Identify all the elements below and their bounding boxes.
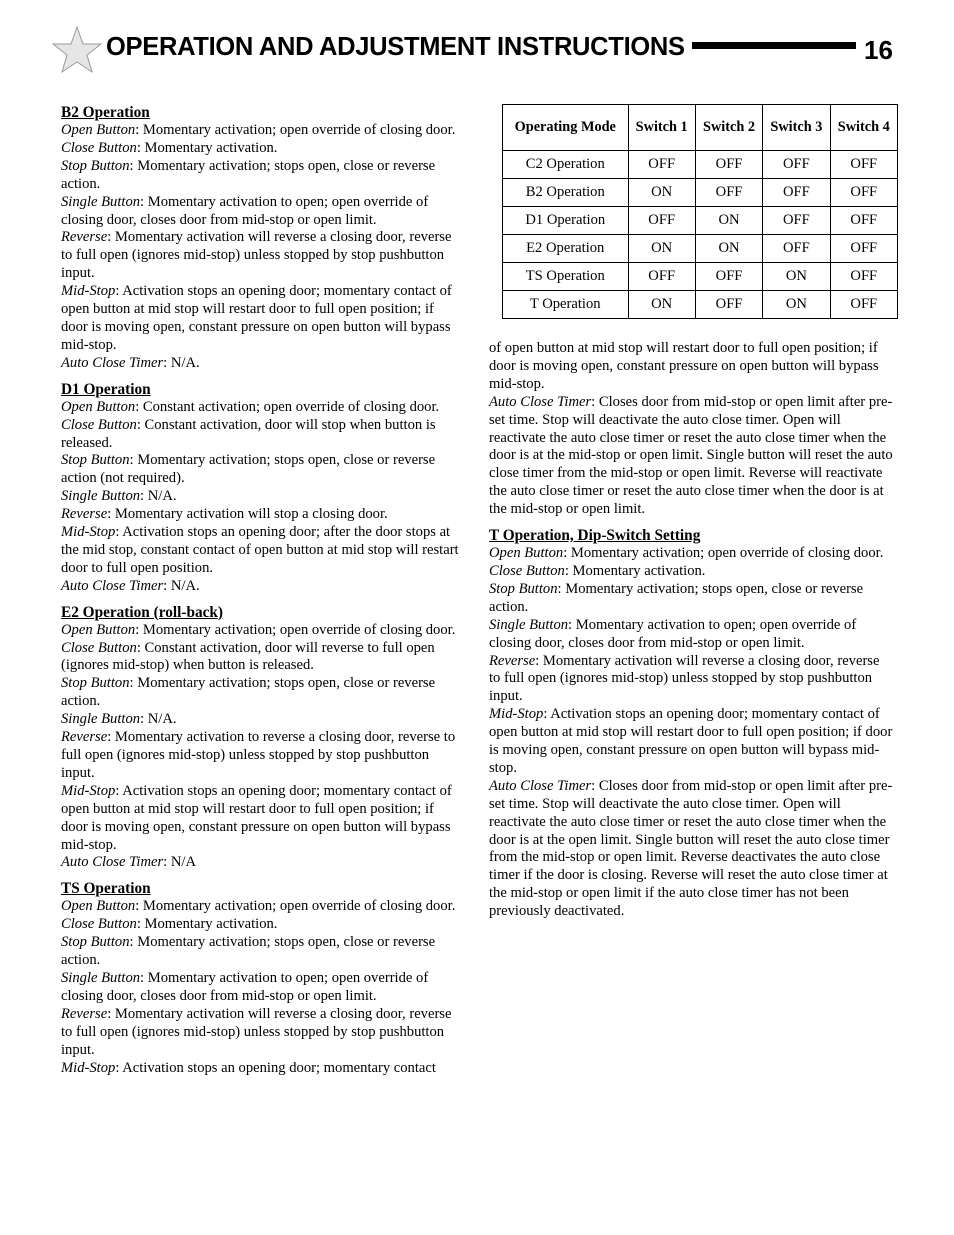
instruction-label: Auto Close Timer	[489, 777, 592, 794]
dip-switch-table	[502, 104, 898, 319]
instruction-paragraph	[61, 1060, 464, 1078]
column-header: Switch 2	[695, 105, 762, 151]
instruction-paragraph	[489, 778, 894, 921]
instruction-label: Mid-Stop	[61, 1059, 116, 1076]
instruction-text: : Momentary activation.	[136, 916, 278, 933]
instruction-label: Reverse	[61, 1005, 108, 1022]
instruction-text: : Activation stops an opening door; momentary contact of open button at mid stop will restart door to full open position; if door is moving open, constant pressure on open button will bypass mid-stop.	[61, 782, 452, 853]
instruction-text: : Momentary activation will reverse a closing door, reverse to full open (ignores mid-stop) unless stopped by stop pushbutton input.	[489, 652, 880, 705]
instruction-label: Close Button	[489, 562, 565, 579]
left-column	[61, 104, 464, 1085]
instruction-label: Single Button	[61, 711, 141, 728]
instruction-label: Reverse	[61, 506, 108, 523]
switch-cell: ON	[695, 207, 762, 235]
instruction-paragraph	[61, 283, 464, 355]
switch-cell: OFF	[830, 263, 897, 291]
section-b2	[61, 104, 464, 373]
instruction-paragraph	[61, 916, 464, 934]
instruction-label: Single Button	[61, 488, 141, 505]
instruction-text: : Momentary activation.	[564, 562, 706, 579]
switch-cell: OFF	[695, 151, 762, 179]
table-row	[503, 291, 898, 319]
instruction-text: : Momentary activation to open; open override of closing door, closes door from mid-stop or open limit.	[61, 193, 429, 228]
switch-cell: ON	[763, 291, 830, 319]
mode-cell: C2 Operation	[503, 151, 629, 179]
instruction-text: : Momentary activation.	[136, 139, 278, 156]
instruction-paragraph	[61, 488, 464, 506]
instruction-text: : Momentary activation; stops open, close or reverse action.	[61, 934, 436, 969]
instruction-label: Mid-Stop	[489, 706, 544, 723]
table-row	[503, 235, 898, 263]
page-number: 16	[864, 35, 893, 65]
switch-cell: ON	[628, 179, 695, 207]
instruction-text: : Momentary activation; stops open, close or reverse action.	[61, 675, 436, 710]
section-heading: TS Operation	[61, 880, 151, 898]
instruction-paragraph	[489, 653, 894, 707]
instruction-text: : N/A.	[163, 354, 200, 371]
table-row	[503, 263, 898, 291]
instruction-text: : Activation stops an opening door; momentary contact	[115, 1059, 436, 1076]
page-header	[52, 26, 902, 78]
mode-cell: D1 Operation	[503, 207, 629, 235]
header-rule	[692, 42, 856, 49]
instruction-text: : Momentary activation; open override of closing door.	[135, 621, 456, 638]
column-header: Switch 1	[628, 105, 695, 151]
switch-cell: OFF	[830, 235, 897, 263]
instruction-paragraph	[61, 399, 464, 417]
instruction-text: : Momentary activation; open override of closing door.	[563, 545, 884, 562]
instruction-paragraph	[61, 854, 464, 872]
instruction-label: Open Button	[489, 545, 564, 562]
instruction-label: Stop Button	[61, 452, 130, 469]
instruction-paragraph	[489, 581, 894, 617]
instruction-label: Stop Button	[489, 580, 558, 597]
section-heading: D1 Operation	[61, 380, 151, 398]
table-row	[503, 207, 898, 235]
instruction-paragraph	[61, 783, 464, 855]
instruction-text: : Momentary activation to reverse a closing door, reverse to full open (ignores mid-stop) unless stopped by stop pushbutton input.	[61, 729, 456, 781]
instruction-text: : N/A.	[140, 488, 177, 505]
switch-cell: OFF	[628, 207, 695, 235]
switch-cell: OFF	[763, 151, 830, 179]
instruction-paragraph	[61, 506, 464, 524]
instruction-paragraph	[61, 194, 464, 230]
section-e2	[61, 604, 464, 873]
instruction-paragraph	[61, 711, 464, 729]
instruction-paragraph	[61, 355, 464, 373]
instruction-label: Open Button	[61, 621, 136, 638]
instruction-text: : Momentary activation; open override of closing door.	[135, 898, 456, 915]
switch-cell: OFF	[628, 151, 695, 179]
instruction-text: : Momentary activation will stop a closing door.	[107, 506, 388, 523]
column-header: Operating Mode	[503, 105, 629, 151]
instruction-paragraph	[61, 452, 464, 488]
mode-cell: E2 Operation	[503, 235, 629, 263]
instruction-label: Close Button	[61, 639, 137, 656]
column-header: Switch 4	[830, 105, 897, 151]
switch-cell: ON	[763, 263, 830, 291]
switch-cell: OFF	[830, 151, 897, 179]
switch-cell: OFF	[628, 263, 695, 291]
instruction-paragraph	[61, 898, 464, 916]
instruction-text: : Activation stops an opening door; momentary contact of open button at mid stop will restart door to full open position; if door is moving open, constant pressure on open button will bypass mid-stop.	[61, 283, 452, 353]
instruction-text: : Momentary activation; open override of closing door.	[135, 122, 456, 138]
instruction-text: : Constant activation, door will reverse to full open (ignores mid-stop) when button is released.	[61, 639, 435, 674]
switch-cell: ON	[695, 235, 762, 263]
instruction-text: : Momentary activation to open; open override of closing door, closes door from mid-stop or open limit.	[489, 616, 857, 651]
switch-cell: OFF	[830, 207, 897, 235]
instruction-paragraph	[61, 640, 464, 676]
instruction-paragraph	[489, 340, 894, 394]
switch-cell: OFF	[830, 291, 897, 319]
instruction-text: : Momentary activation; stops open, close or reverse action (not required).	[61, 452, 436, 487]
instruction-paragraph	[61, 229, 464, 283]
instruction-paragraph	[61, 622, 464, 640]
instruction-label: Mid-Stop	[61, 283, 116, 300]
instruction-text: : Momentary activation will reverse a closing door, reverse to full open (ignores mid-stop) unless stopped by stop pushbutton input.	[61, 1005, 452, 1058]
instruction-paragraph	[61, 934, 464, 970]
instruction-label: Single Button	[61, 193, 141, 210]
table-row	[503, 151, 898, 179]
section-heading: T Operation, Dip-Switch Setting	[489, 527, 701, 545]
instruction-label: Auto Close Timer	[489, 393, 592, 410]
instruction-label: Single Button	[489, 616, 569, 633]
section-ts-continued	[489, 340, 894, 519]
instruction-paragraph	[489, 394, 894, 519]
instruction-paragraph	[61, 675, 464, 711]
instruction-label: Reverse	[61, 729, 108, 746]
instruction-paragraph	[489, 563, 894, 581]
instruction-paragraph	[61, 729, 464, 783]
instruction-text: : Closes door from mid-stop or open limit after pre-set time. Stop will deactivate the auto close timer. Open will reactivate the auto close timer or reset the auto close timer when the door is at the mid-stop or open limit. Single button will reset the auto close timer from the mid-stop or open limit. Reverse will reactivate the auto close timer or reset the auto close timer when the door is at the mid-stop or open limit.	[489, 393, 893, 518]
instruction-label: Stop Button	[61, 934, 130, 951]
instruction-text: : Momentary activation to open; open override of closing door, closes door from mid-stop or open limit.	[61, 969, 429, 1004]
instruction-label: Reverse	[489, 652, 536, 669]
instruction-text: : N/A.	[140, 711, 177, 728]
instruction-label: Stop Button	[61, 675, 130, 692]
column-header: Switch 3	[763, 105, 830, 151]
instruction-text: : Momentary activation; stops open, close or reverse action.	[489, 580, 864, 615]
instruction-text: : N/A	[163, 854, 197, 871]
instruction-text: : Activation stops an opening door; after the door stops at the mid stop, constant contact of open button at mid stop will restart door to full open position.	[61, 524, 459, 576]
switch-cell: OFF	[763, 207, 830, 235]
instruction-label: Open Button	[61, 398, 136, 415]
switch-cell: OFF	[763, 235, 830, 263]
mode-cell: B2 Operation	[503, 179, 629, 207]
instruction-label: Auto Close Timer	[61, 854, 164, 871]
instruction-paragraph	[61, 140, 464, 158]
switch-cell: OFF	[763, 179, 830, 207]
instruction-label: Close Button	[61, 416, 137, 433]
instruction-label: Close Button	[61, 139, 137, 156]
instruction-paragraph	[489, 617, 894, 653]
section-heading: E2 Operation (roll-back)	[61, 603, 224, 621]
instruction-label: Stop Button	[61, 157, 130, 174]
switch-cell: OFF	[695, 291, 762, 319]
instruction-paragraph	[489, 706, 894, 778]
switch-cell: ON	[628, 291, 695, 319]
switch-cell: OFF	[695, 179, 762, 207]
mode-cell: T Operation	[503, 291, 629, 319]
instruction-text: : Constant activation, door will stop when button is released.	[61, 416, 436, 451]
instruction-paragraph	[489, 545, 894, 563]
instruction-paragraph	[61, 417, 464, 453]
instruction-label: Mid-Stop	[61, 524, 116, 541]
instruction-label: Mid-Stop	[61, 782, 116, 799]
instruction-label: Auto Close Timer	[61, 354, 164, 371]
instruction-label: Reverse	[61, 229, 108, 246]
instruction-paragraph	[61, 970, 464, 1006]
instruction-paragraph	[61, 122, 464, 140]
table-header-row	[503, 105, 898, 151]
section-t	[489, 527, 894, 921]
instruction-label: Open Button	[61, 898, 136, 915]
instruction-text: : N/A.	[163, 577, 200, 594]
instruction-paragraph	[61, 524, 464, 578]
switch-cell: OFF	[695, 263, 762, 291]
section-heading: B2 Operation	[61, 104, 150, 121]
instruction-paragraph	[61, 578, 464, 596]
section-d1	[61, 381, 464, 596]
mode-cell: TS Operation	[503, 263, 629, 291]
instruction-label: Auto Close Timer	[61, 577, 164, 594]
switch-cell: ON	[628, 235, 695, 263]
section-ts	[61, 880, 464, 1077]
instruction-text: : Momentary activation will reverse a closing door, reverse to full open (ignores mid-stop) unless stopped by stop pushbutton input.	[61, 229, 452, 282]
instruction-text: : Momentary activation; stops open, close or reverse action.	[61, 157, 436, 192]
table-row	[503, 179, 898, 207]
page-title: OPERATION AND ADJUSTMENT INSTRUCTIONS	[106, 33, 685, 61]
instruction-text: : Closes door from mid-stop or open limit after pre-set time. Stop will deactivate the auto close timer. Open will reactivate the auto close timer or reset the auto close timer when the door is at the open limit. Single button will reset the auto close timer from the mid-stop or open limit. Reverse deactivates the auto close timer if the door is closing. Reverse will reset the auto close timer at the mid-stop or open limit if the auto close timer has not been previously deactivated.	[489, 777, 893, 920]
switch-cell: OFF	[830, 179, 897, 207]
instruction-label: Open Button	[61, 122, 136, 138]
instruction-label: Single Button	[61, 969, 141, 986]
instruction-text: : Constant activation; open override of closing door.	[135, 398, 440, 415]
instruction-label: Close Button	[61, 916, 137, 933]
star-icon	[52, 26, 102, 74]
instruction-paragraph	[61, 158, 464, 194]
right-column	[489, 340, 894, 929]
instruction-text: of open button at mid stop will restart door to full open position; if door is moving open, constant pressure on open button will bypass mid-stop.	[489, 340, 879, 392]
instruction-paragraph	[61, 1006, 464, 1060]
instruction-text: : Activation stops an opening door; momentary contact of open button at mid stop will restart door to full open position; if door is moving open, constant pressure on open button will bypass mid-stop.	[489, 706, 893, 776]
